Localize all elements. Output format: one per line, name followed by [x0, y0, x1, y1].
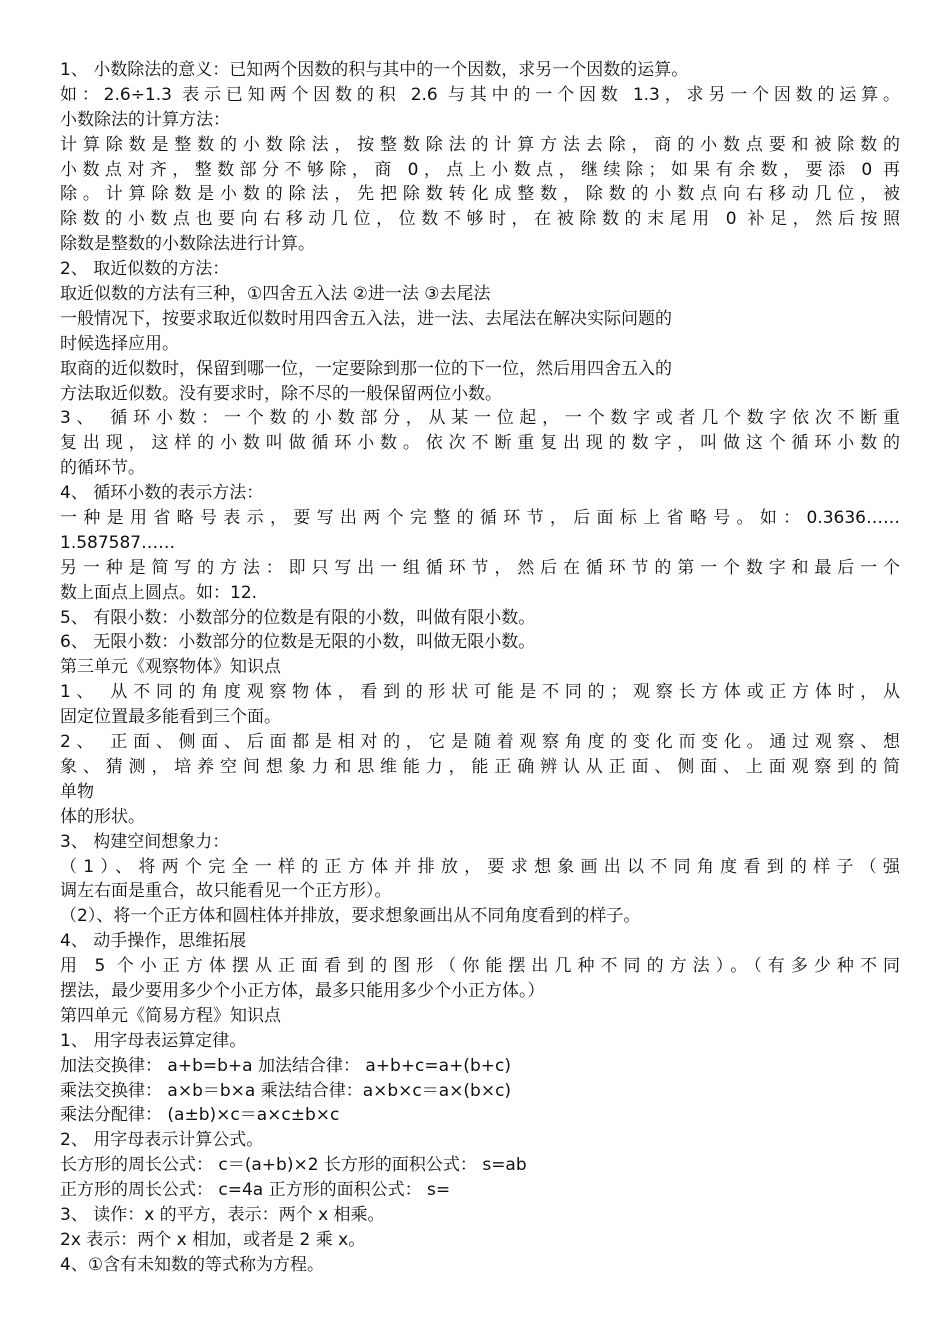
text-line: （2）、将一个正方体和圆柱体并排放，要求想象画出从不同角度看到的样子。 — [60, 906, 641, 927]
text-line: 小数除法的计算方法： — [60, 109, 230, 130]
text-line: 摆法，最少要用多少个小正方体，最多只能用多少个小正方体。） — [60, 980, 545, 1001]
text-line: 2、 正面、侧面、后面都是相对的，它是随着观察角度的变化而变化。通过观察、想 — [60, 732, 900, 753]
text-line: 除。计算除数是小数的除法，先把除数转化成整数，除数的小数点向右移动几位，被 — [60, 184, 900, 205]
text-line: （1）、将两个完全一样的正方体并排放，要求想象画出以不同角度看到的样子（强 — [60, 856, 900, 877]
text-line: 1、 小数除法的意义：已知两个因数的积与其中的一个因数，求另一个因数的运算。 — [60, 60, 689, 80]
text-line: 一般情况下，按要求取近似数时用四舍五入法，进一法、去尾法在解决实际问题的 — [60, 308, 672, 329]
text-line: 1.587587…… — [60, 532, 176, 553]
text-line: 4、 动手操作，思维拓展 — [60, 931, 247, 952]
text-line: 数上面点上圆点。如：12. — [60, 582, 258, 603]
text-line: 调左右面是重合，故只能看见一个正方形）。 — [60, 881, 392, 902]
text-line: 第三单元《观察物体》知识点 — [60, 657, 281, 678]
text-line: 小数点对齐，整数部分不够除，商 0，点上小数点，继续除；如果有余数，要添 0 再 — [60, 159, 900, 180]
text-line: 3、 构建空间想象力： — [60, 831, 230, 852]
text-line: 乘法交换律： a×b＝b×a 乘法结合律：a×b×c＝a×(b×c) — [60, 1080, 512, 1101]
text-line: 1、 用字母表运算定律。 — [60, 1030, 247, 1051]
text-line: 3、 读作：x 的平方，表示：两个 x 相乘。 — [60, 1204, 385, 1225]
text-line: 计算除数是整数的小数除法，按整数除法的计算方法去除，商的小数点要和被除数的 — [60, 134, 900, 155]
text-line: 2、 用字母表示计算公式。 — [60, 1130, 264, 1151]
text-line: 5、 有限小数：小数部分的位数是有限的小数，叫做有限小数。 — [60, 607, 536, 628]
text-line: 除数的小数点也要向右移动几位，位数不够时，在被除数的末尾用 0 补足，然后按照 — [60, 209, 900, 230]
text-line: 乘法分配律： (a±b)×c＝a×c±b×c — [60, 1105, 340, 1126]
text-line: 2x 表示：两个 x 相加，或者是 2 乘 x。 — [60, 1229, 366, 1250]
text-line: 第四单元《简易方程》知识点 — [60, 1005, 281, 1026]
text-line: 1、 从不同的角度观察物体，看到的形状可能是不同的；观察长方体或正方体时，从 — [60, 682, 900, 703]
text-line: 长方形的周长公式： c＝(a+b)×2 长方形的面积公式： s=ab — [60, 1155, 527, 1176]
text-line: 复出现，这样的小数叫做循环小数。依次不断重复出现的数字，叫做这个循环小数的 — [60, 433, 900, 454]
text-line: 除数是整数的小数除法进行计算。 — [60, 234, 315, 255]
text-line: 体的形状。 — [60, 806, 145, 827]
text-line: 单物 — [60, 781, 94, 802]
text-line: 加法交换律： a+b=b+a 加法结合律： a+b+c=a+(b+c) — [60, 1055, 511, 1076]
text-line: 取近似数的方法有三种，①四舍五入法 ②进一法 ③去尾法 — [60, 284, 491, 305]
text-line: 2、 取近似数的方法： — [60, 259, 230, 280]
text-line: 一种是用省略号表示，要写出两个完整的循环节，后面标上省略号。如：0.3636…… — [60, 508, 900, 529]
text-line: 4、 循环小数的表示方法： — [60, 483, 264, 504]
text-line: 3、 循环小数：一个数的小数部分，从某一位起，一个数字或者几个数字依次不断重 — [60, 408, 900, 429]
text-line: 取商的近似数时，保留到哪一位，一定要除到那一位的下一位，然后用四舍五入的 — [60, 358, 672, 379]
text-line: 另一种是简写的方法：即只写出一组循环节，然后在循环节的第一个数字和最后一个 — [60, 557, 900, 578]
text-line: 4、①含有未知数的等式称为方程。 — [60, 1254, 325, 1275]
document-page — [60, 58, 900, 1278]
text-line: 如：2.6÷1.3 表示已知两个因数的积 2.6 与其中的一个因数 1.3，求另一个因数的运算。 — [60, 84, 900, 105]
text-line: 方法取近似数。没有要求时，除不尽的一般保留两位小数。 — [60, 383, 502, 404]
text-line: 正方形的周长公式： c=4a 正方形的面积公式： s= — [60, 1180, 451, 1201]
text-line: 的循环节。 — [60, 458, 145, 479]
text-line: 时候选择应用。 — [60, 333, 179, 354]
text-line: 用 5 个小正方体摆从正面看到的图形（你能摆出几种不同的方法）。（有多少种不同 — [60, 956, 900, 977]
text-line: 象、猜测，培养空间想象力和思维能力，能正确辨认从正面、侧面、上面观察到的简 — [60, 756, 900, 777]
text-line: 固定位置最多能看到三个面。 — [60, 707, 281, 728]
text-line: 6、 无限小数：小数部分的位数是无限的小数，叫做无限小数。 — [60, 632, 536, 653]
